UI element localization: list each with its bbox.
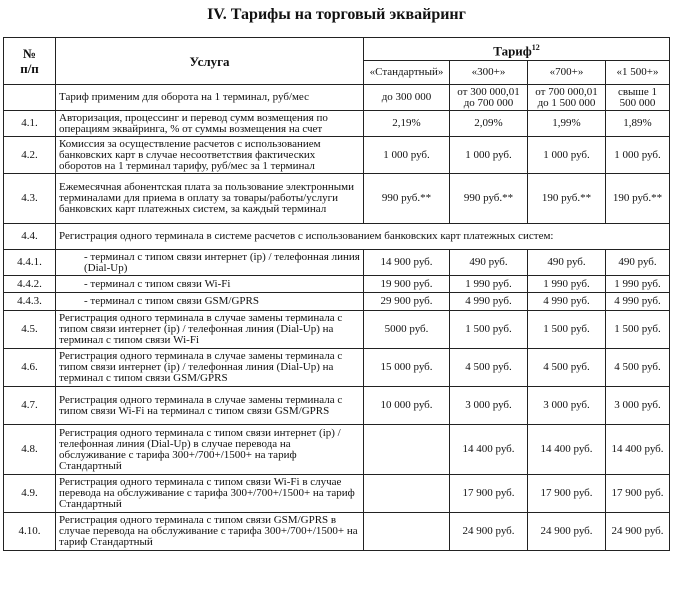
row-value: 2,09% — [450, 111, 528, 137]
row-value: 4 990 руб. — [606, 293, 670, 311]
row-value: 29 900 руб. — [364, 293, 450, 311]
row-number: 4.4. — [4, 224, 56, 250]
header-number — [4, 38, 56, 85]
plan-1500: «1 500+» — [606, 61, 670, 85]
row-service: Авторизация, процессинг и перевод сумм возмещения по операциям эквайринга, % от суммы возмещения на счет — [56, 111, 364, 137]
row-number: 4.7. — [4, 387, 56, 425]
row-value: 14 400 руб. — [450, 425, 528, 475]
plan-standard: «Стандартный» — [364, 61, 450, 85]
table-row — [4, 513, 670, 551]
row-value: 24 900 руб. — [450, 513, 528, 551]
row-service: Регистрация одного терминала в случае замены терминала с типом связи интернет (ip) / телефонная линия (Dial-Up) на терминал с типом связи Wi-Fi — [56, 311, 364, 349]
row-value: 17 900 руб. — [450, 475, 528, 513]
page-title: IV. Тарифы на торговый эквайринг — [207, 6, 466, 23]
header-tarif-footnote: 12 — [531, 42, 540, 52]
row-value: 17 900 руб. — [606, 475, 670, 513]
table-row — [4, 111, 670, 137]
row-value: 1 990 руб. — [528, 276, 606, 293]
row-value: 1 000 руб. — [364, 137, 450, 174]
table-row — [4, 276, 670, 293]
tariff-table — [3, 37, 670, 551]
row-value: 4 500 руб. — [450, 349, 528, 387]
row-value: 990 руб.** — [450, 174, 528, 224]
row-value: от 700 000,01 до 1 500 000 — [528, 85, 606, 111]
row-service: - терминал с типом связи интернет (ip) / телефонная линия (Dial-Up) — [56, 250, 364, 276]
table-row — [4, 174, 670, 224]
row-value: 17 900 руб. — [528, 475, 606, 513]
header-number-line1: № — [22, 46, 37, 61]
row-value: 5000 руб. — [364, 311, 450, 349]
row-value: 19 900 руб. — [364, 276, 450, 293]
plan-300: «300+» — [450, 61, 528, 85]
row-service: - терминал с типом связи GSM/GPRS — [56, 293, 364, 311]
row-service: Комиссия за осуществление расчетов с использованием банковских карт в случае несоответствия фактических оборотов на 1 терминал тарифу, руб/мес за 1 терминал — [56, 137, 364, 174]
header-tarif-label: Тариф — [493, 43, 532, 59]
row-service: Регистрация одного терминала с типом связи Wi-Fi в случае перевода на обслуживание с тарифа 300+/700+/1500+ на тариф Стандартный — [56, 475, 364, 513]
row-value: 990 руб.** — [364, 174, 450, 224]
row-service: Регистрация одного терминала в случае замены терминала с типом связи интернет (ip) / телефонная линия (Dial-Up) на терминал с типом связи GSM/GPRS — [56, 349, 364, 387]
row-value: 4 500 руб. — [528, 349, 606, 387]
table-row — [4, 137, 670, 174]
plan-700: «700+» — [528, 61, 606, 85]
row-value: 1 000 руб. — [450, 137, 528, 174]
row-value: 3 000 руб. — [450, 387, 528, 425]
tariff-table-body — [4, 85, 670, 551]
row-value: 1,89% — [606, 111, 670, 137]
table-row — [4, 224, 670, 250]
row-value: 490 руб. — [450, 250, 528, 276]
table-row — [4, 250, 670, 276]
row-value: 24 900 руб. — [528, 513, 606, 551]
table-row — [4, 311, 670, 349]
row-service: Регистрация одного терминала в случае замены терминала с типом связи Wi-Fi на терминал с типом связи GSM/GPRS — [56, 387, 364, 425]
table-row — [4, 349, 670, 387]
row-number: 4.6. — [4, 349, 56, 387]
row-value: 1 990 руб. — [606, 276, 670, 293]
row-value: 14 400 руб. — [606, 425, 670, 475]
header-tarif — [364, 38, 670, 61]
row-value: 4 990 руб. — [528, 293, 606, 311]
row-value — [364, 425, 450, 475]
row-number: 4.4.2. — [4, 276, 56, 293]
row-value: 4 500 руб. — [606, 349, 670, 387]
row-service: Регистрация одного терминала в системе расчетов с использованием банковских карт платежных систем: — [56, 224, 670, 250]
row-number: 4.4.1. — [4, 250, 56, 276]
header-number-line2: п/п — [20, 61, 39, 76]
row-number: 4.10. — [4, 513, 56, 551]
row-value: 490 руб. — [606, 250, 670, 276]
table-row — [4, 475, 670, 513]
row-number — [4, 85, 56, 111]
row-number: 4.9. — [4, 475, 56, 513]
row-value: 2,19% — [364, 111, 450, 137]
table-row — [4, 85, 670, 111]
row-value: 14 400 руб. — [528, 425, 606, 475]
row-value: 1 000 руб. — [528, 137, 606, 174]
row-number: 4.3. — [4, 174, 56, 224]
row-value: 1 500 руб. — [528, 311, 606, 349]
row-service: - терминал с типом связи Wi-Fi — [56, 276, 364, 293]
row-value: свыше 1 500 000 — [606, 85, 670, 111]
row-number: 4.5. — [4, 311, 56, 349]
table-row — [4, 425, 670, 475]
row-value — [364, 475, 450, 513]
row-value: 4 990 руб. — [450, 293, 528, 311]
row-value: 15 000 руб. — [364, 349, 450, 387]
row-value: 1 500 руб. — [606, 311, 670, 349]
row-service: Регистрация одного терминала с типом связи GSM/GPRS в случае перевода на обслуживание с тарифа 300+/700+/1500+ на тариф Стандартный — [56, 513, 364, 551]
row-value: 3 000 руб. — [606, 387, 670, 425]
row-value: от 300 000,01 до 700 000 — [450, 85, 528, 111]
row-value: 1 990 руб. — [450, 276, 528, 293]
header-service: Услуга — [56, 38, 364, 85]
row-value: 490 руб. — [528, 250, 606, 276]
row-value: 1 000 руб. — [606, 137, 670, 174]
table-row — [4, 387, 670, 425]
row-value: 24 900 руб. — [606, 513, 670, 551]
row-value: 14 900 руб. — [364, 250, 450, 276]
row-value — [364, 513, 450, 551]
row-number: 4.1. — [4, 111, 56, 137]
row-value: 10 000 руб. — [364, 387, 450, 425]
row-service: Тариф применим для оборота на 1 терминал, руб/мес — [56, 85, 364, 111]
row-number: 4.2. — [4, 137, 56, 174]
row-value: 1,99% — [528, 111, 606, 137]
row-number: 4.4.3. — [4, 293, 56, 311]
row-number: 4.8. — [4, 425, 56, 475]
row-value: 1 500 руб. — [450, 311, 528, 349]
row-value: 190 руб.** — [606, 174, 670, 224]
row-service: Регистрация одного терминала с типом связи интернет (ip) / телефонная линия (Dial-Up) в случае перевода на обслуживание с тарифа 300+/700+/1500+ на тариф Стандартный — [56, 425, 364, 475]
row-value: 190 руб.** — [528, 174, 606, 224]
row-value: 3 000 руб. — [528, 387, 606, 425]
row-service: Ежемесячная абонентская плата за пользование электронными терминалами для приема в оплату за товары/работы/услуги банковских карт платежных систем, за каждый терминал — [56, 174, 364, 224]
row-value: до 300 000 — [364, 85, 450, 111]
table-row — [4, 293, 670, 311]
